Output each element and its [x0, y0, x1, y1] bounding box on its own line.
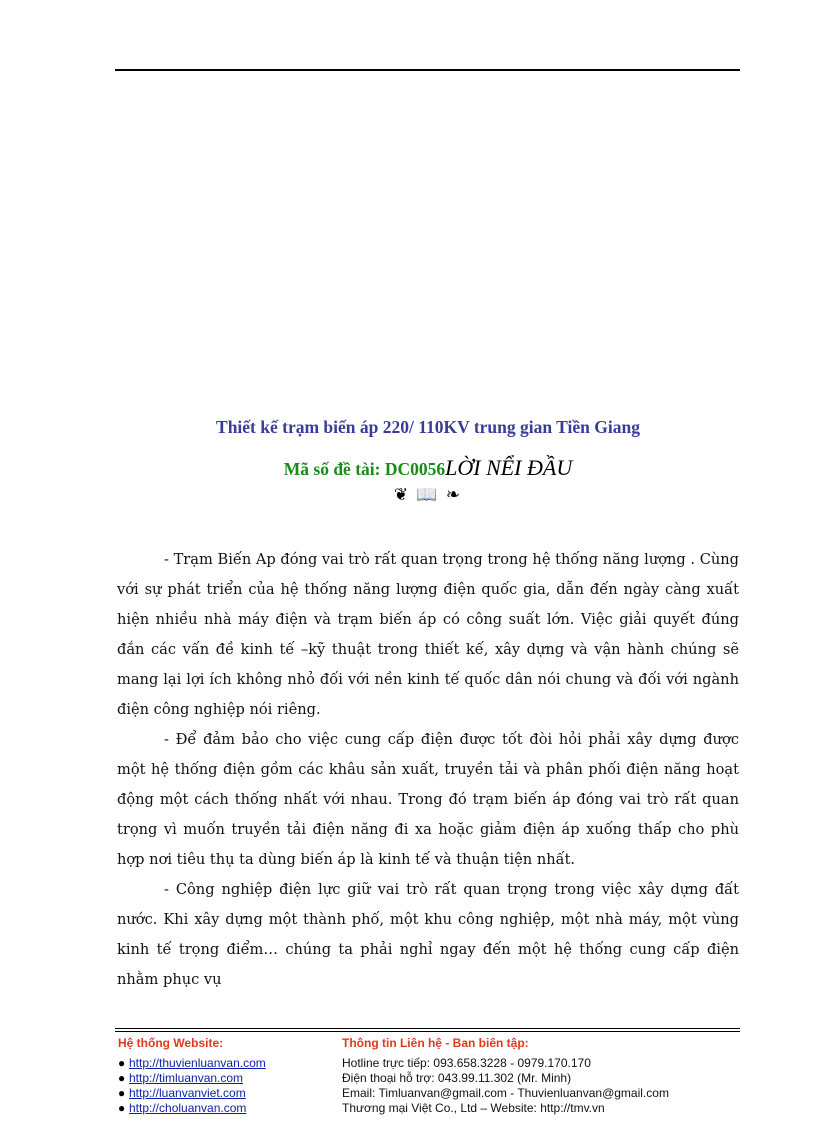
list-item: [118, 1086, 338, 1101]
contact-list: [342, 1056, 762, 1116]
contact-support-phone: Điện thoại hỗ trợ: 043.99.11.302 (Mr. Minh): [342, 1071, 572, 1085]
website-link[interactable]: http://choluanvan.com: [129, 1101, 247, 1115]
footer-websites: [118, 1036, 338, 1116]
bullet-icon: ●: [118, 1101, 126, 1115]
footer-rule-bottom: [115, 1031, 740, 1032]
contact-heading: Thông tin Liên hệ - Ban biên tập:: [342, 1036, 529, 1050]
footer-contacts: [342, 1036, 762, 1116]
paragraph: - Để đảm bảo cho việc cung cấp điện được tốt đòi hỏi phải xây dựng được một hệ thống điện gồm các khâu sản xuất, truyền tải và phân phối điện năng hoạt động một cách thống nhất với nhau. Trong đó trạm biến áp đóng vai trò rất quan trọng vì muốn truyền tải điện năng đi xa hoặc giảm điện áp xuống thấp cho phù hợp nơi tiêu thụ ta dùng biến áp là kinh tế và thuận tiện nhất.: [117, 731, 739, 868]
website-link[interactable]: http://thuvienluanvan.com: [129, 1056, 266, 1070]
header-rule: [115, 69, 740, 71]
contact-hotline: Hotline trực tiếp: 093.658.3228 - 0979.170.170: [342, 1056, 591, 1070]
website-link[interactable]: http://luanvanviet.com: [129, 1086, 246, 1100]
contact-company: Thương mại Việt Co., Ltd – Website: http://tmv.vn: [342, 1101, 605, 1115]
website-link[interactable]: http://timluanvan.com: [129, 1071, 244, 1085]
paragraph: - Trạm Biến Ap đóng vai trò rất quan trọng trong hệ thống năng lượng . Cùng với sự phát triển của hệ thống năng lượng điện quốc gia, dẫn đến ngày càng xuất hiện nhiều nhà máy điện và trạm biến áp có công suất lớn. Việc giải quyết đúng đắn các vấn đề kinh tế –kỹ thuật trong thiết kế, xây dựng và vận hành chúng sẽ mang lại lợi ích không nhỏ đối với nền kinh tế quốc dân nói chung và đối với ngành điện công nghiệp nói riêng.: [117, 551, 739, 718]
list-item: [118, 1101, 338, 1116]
bullet-icon: ●: [118, 1086, 126, 1100]
list-item: [118, 1056, 338, 1071]
websites-heading: Hệ thống Website:: [118, 1036, 224, 1050]
bullet-icon: ●: [118, 1071, 126, 1085]
website-list: [118, 1056, 338, 1116]
document-title: Thiết kế trạm biến áp 220/ 110KV trung gian Tiền Giang: [216, 417, 640, 437]
paragraph: - Công nghiệp điện lực giữ vai trò rất quan trọng trong việc xây dựng đất nước. Khi xây dựng một thành phố, một khu công nghiệp, một nhà máy, một vùng kinh tế trọng điểm… chúng ta phải nghỉ ngay đến một hệ thống cung cấp điện nhằm phục vụ: [117, 881, 739, 988]
contact-email: Email: Timluanvan@gmail.com - Thuvienluanvan@gmail.com: [342, 1086, 669, 1100]
document-body: [117, 545, 739, 995]
document-subtitle: [0, 455, 816, 481]
list-item: [118, 1071, 338, 1086]
section-heading: LỜI NỂI ĐẦU: [445, 455, 573, 480]
topic-code: Mã số đề tài: DC0056: [283, 459, 446, 479]
bullet-icon: ●: [118, 1056, 126, 1070]
book-ornament-icon: ❦ 📖 ❧: [393, 485, 463, 504]
footer-rule-top: [115, 1028, 740, 1029]
